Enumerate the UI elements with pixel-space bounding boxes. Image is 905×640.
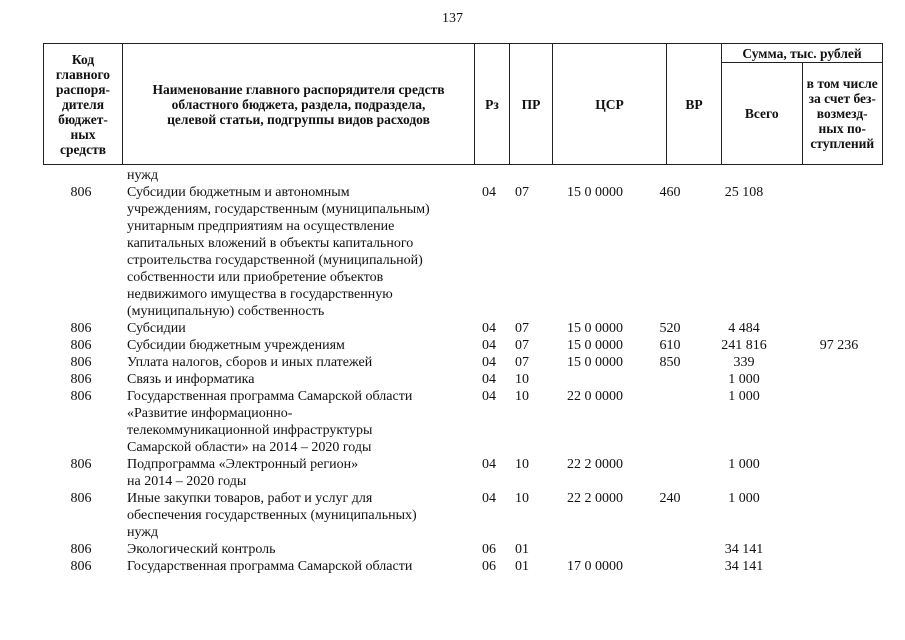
cell-code: 806	[70, 457, 92, 472]
cell-csr: 17 0 0000	[567, 559, 623, 574]
name-line: Субсидии	[127, 321, 186, 336]
cell-csr: 22 0 0000	[567, 389, 623, 404]
header-rz: Рз	[475, 44, 510, 165]
header-line: областного бюджета, раздела, подраздела,	[171, 96, 426, 112]
name-line: Экологический контроль	[127, 542, 276, 557]
cell-code: 806	[70, 372, 92, 387]
cell-total: 1 000	[728, 389, 760, 404]
cell-name	[127, 354, 472, 371]
name-line: Государственная программа Самарской области	[127, 389, 413, 404]
cell-rz: 04	[482, 389, 496, 404]
cell-name	[127, 337, 472, 354]
cell-total: 1 000	[728, 457, 760, 472]
table-row	[0, 490, 905, 541]
cell-rz: 04	[482, 185, 496, 200]
table-row	[0, 541, 905, 558]
table-row	[0, 184, 905, 320]
name-line: Уплата налогов, сборов и иных платежей	[127, 355, 373, 370]
cell-pr: 10	[515, 372, 529, 387]
cell-rz: 06	[482, 559, 496, 574]
header-code	[44, 44, 123, 165]
table-row	[0, 558, 905, 575]
header-incl	[802, 63, 883, 165]
cell-incl: 97 236	[819, 338, 859, 353]
name-line: Государственная программа Самарской области	[127, 559, 413, 574]
cell-name	[127, 388, 472, 456]
header-line: главного	[55, 66, 111, 82]
name-line: унитарным предприятиям на осуществление	[127, 219, 395, 234]
name-line: нужд	[127, 525, 159, 540]
cell-code: 806	[70, 389, 92, 404]
table-row	[0, 337, 905, 354]
header-line: Наименование главного распорядителя средств	[152, 81, 445, 97]
header-line: целевой статьи, подгруппы видов расходов	[167, 111, 430, 127]
cell-name	[127, 371, 472, 388]
header-line: бюджет-	[58, 111, 108, 127]
header-sum: Сумма, тыс. рублей	[722, 44, 883, 63]
cell-vr: 460	[659, 185, 681, 200]
cell-name	[127, 541, 472, 558]
table-row	[0, 354, 905, 371]
name-line: Самарской области» на 2014 – 2020 годы	[127, 440, 372, 455]
name-line: Субсидии бюджетным и автономным	[127, 185, 350, 200]
cell-pr: 01	[515, 559, 529, 574]
table-row	[0, 371, 905, 388]
cell-pr: 07	[515, 321, 529, 336]
cell-name	[127, 320, 472, 337]
cell-code: 806	[70, 338, 92, 353]
cell-name	[127, 184, 472, 320]
cell-total: 339	[733, 355, 755, 370]
cell-code: 806	[70, 185, 92, 200]
name-line: телекоммуникационной инфраструктуры	[127, 423, 373, 438]
table-row	[0, 456, 905, 490]
name-line: собственности или приобретение объектов	[127, 270, 384, 285]
cell-rz: 04	[482, 355, 496, 370]
header-line: Код	[71, 51, 95, 67]
header-line: за счет без-	[808, 91, 876, 106]
name-line: (муниципальную) собственность	[127, 304, 325, 319]
cell-vr: 240	[659, 491, 681, 506]
header-line: в том числе	[806, 76, 878, 91]
cell-pr: 10	[515, 491, 529, 506]
table-row	[0, 320, 905, 337]
cell-code: 806	[70, 355, 92, 370]
cell-pr: 07	[515, 355, 529, 370]
name-line: Субсидии бюджетным учреждениям	[127, 338, 345, 353]
table-header	[43, 43, 883, 165]
name-line: «Развитие информационно-	[127, 406, 293, 421]
cell-rz: 06	[482, 542, 496, 557]
cell-vr: 850	[659, 355, 681, 370]
header-pr: ПР	[510, 44, 553, 165]
cell-csr: 15 0 0000	[567, 321, 623, 336]
cell-total: 241 816	[721, 338, 767, 353]
header-line: ступлений	[810, 136, 875, 151]
name-line: Подпрограмма «Электронный регион»	[127, 457, 359, 472]
cell-code: 806	[70, 559, 92, 574]
cell-vr: 520	[659, 321, 681, 336]
cell-name	[127, 167, 472, 184]
cell-pr: 10	[515, 457, 529, 472]
cell-csr: 22 2 0000	[567, 491, 623, 506]
cell-code: 806	[70, 321, 92, 336]
cell-code: 806	[70, 491, 92, 506]
header-line: возмезд-	[816, 106, 868, 121]
cell-total: 34 141	[724, 542, 764, 557]
name-line: Связь и информатика	[127, 372, 255, 387]
cell-name	[127, 456, 472, 490]
cell-rz: 04	[482, 338, 496, 353]
header-code-text	[46, 52, 120, 157]
header-name	[123, 44, 475, 165]
name-line: на 2014 – 2020 годы	[127, 474, 247, 489]
table-row	[0, 167, 905, 184]
cell-rz: 04	[482, 321, 496, 336]
cell-pr: 07	[515, 338, 529, 353]
name-line: учреждениям, государственным (муниципальным)	[127, 202, 430, 217]
cell-total: 4 484	[728, 321, 760, 336]
cell-total: 34 141	[724, 559, 764, 574]
cell-vr: 610	[659, 338, 681, 353]
cell-pr: 07	[515, 185, 529, 200]
name-line: Иные закупки товаров, работ и услуг для	[127, 491, 373, 506]
cell-name	[127, 490, 472, 541]
cell-csr: 15 0 0000	[567, 185, 623, 200]
header-total: Всего	[722, 63, 803, 165]
cell-rz: 04	[482, 457, 496, 472]
table-body	[0, 167, 905, 575]
header-line: ных	[70, 126, 96, 142]
cell-csr: 22 2 0000	[567, 457, 623, 472]
name-line: нужд	[127, 168, 159, 183]
cell-pr: 10	[515, 389, 529, 404]
header-name-text	[125, 82, 472, 127]
page-number: 137	[442, 11, 463, 26]
name-line: капитальных вложений в объекты капитального	[127, 236, 414, 251]
cell-rz: 04	[482, 372, 496, 387]
name-line: строительства государственной (муниципальной)	[127, 253, 423, 268]
header-line: средств	[59, 141, 107, 157]
cell-rz: 04	[482, 491, 496, 506]
header-vr: ВР	[667, 44, 722, 165]
header-line: ных по-	[818, 121, 866, 136]
header-line: дителя	[61, 96, 105, 112]
cell-pr: 01	[515, 542, 529, 557]
cell-total: 25 108	[724, 185, 764, 200]
header-line: распоря-	[55, 81, 111, 97]
table-row	[0, 388, 905, 456]
cell-csr: 15 0 0000	[567, 355, 623, 370]
name-line: обеспечения государственных (муниципальных)	[127, 508, 417, 523]
header-csr: ЦСР	[553, 44, 667, 165]
cell-total: 1 000	[728, 491, 760, 506]
cell-csr: 15 0 0000	[567, 338, 623, 353]
cell-name	[127, 558, 472, 575]
name-line: недвижимого имущества в государственную	[127, 287, 393, 302]
cell-code: 806	[70, 542, 92, 557]
header-incl-text	[805, 76, 881, 151]
cell-total: 1 000	[728, 372, 760, 387]
